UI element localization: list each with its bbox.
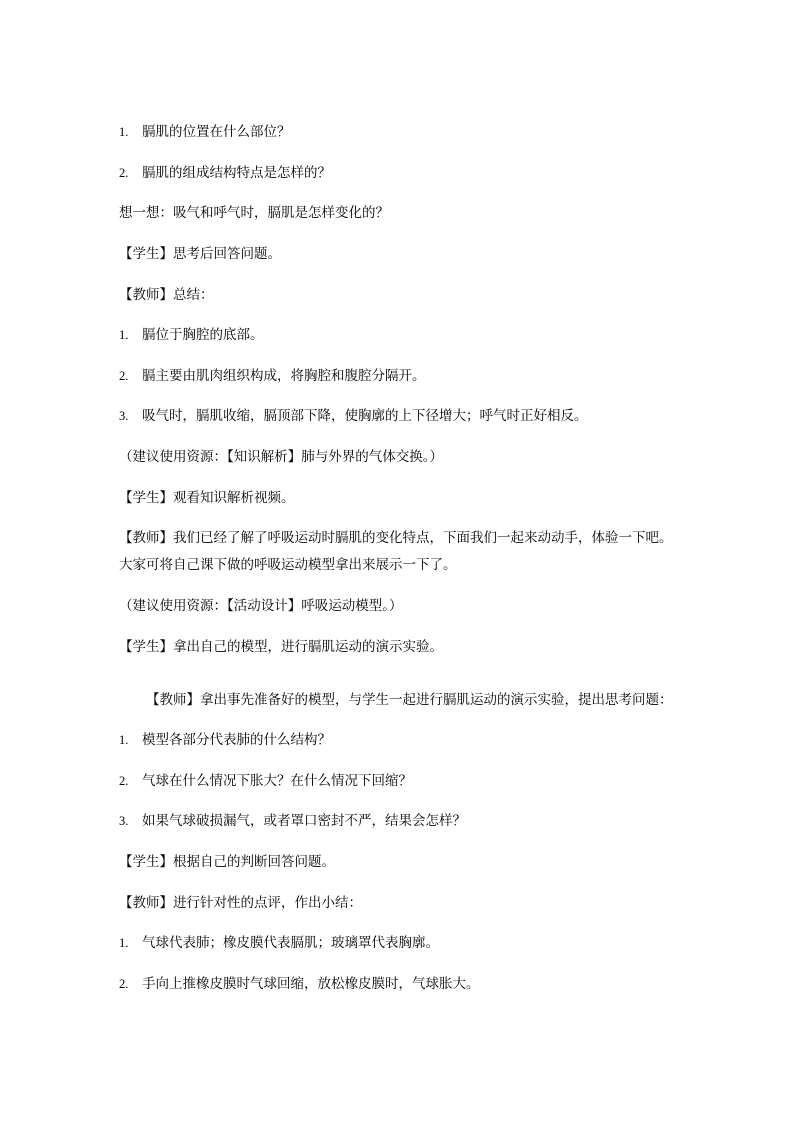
think-prompt <box>119 202 679 224</box>
resource-suggestion-2 <box>119 595 679 617</box>
line-text: 【教师】进行针对性的点评，作出小结： <box>119 895 362 911</box>
line-text: 膈主要由肌肉组织构成，将胸腔和腹腔分隔开。 <box>142 368 426 384</box>
line-text: 【学生】拿出自己的模型，进行膈肌运动的演示实验。 <box>119 639 443 655</box>
line-text: 气球在什么情况下胀大？在什么情况下回缩？ <box>142 773 412 789</box>
list-number: 1. <box>119 936 129 950</box>
line-text: 【教师】拿出事先准备好的模型，与学生一起进行膈肌运动的演示实验，提出思考问题： <box>146 692 673 708</box>
teacher-paragraph <box>119 525 681 579</box>
conclusion-item-1 <box>119 932 679 954</box>
line-text: 膈位于胸腔的底部。 <box>142 327 264 343</box>
list-number: 2. <box>119 369 129 383</box>
line-text: 【教师】总结： <box>119 287 214 303</box>
student-line <box>119 636 679 658</box>
teacher-demo-paragraph <box>146 689 686 711</box>
question-item-1 <box>119 729 679 751</box>
line-text: （建议使用资源：【活动设计】呼吸运动模型。） <box>119 598 403 614</box>
line-text: （建议使用资源：【知识解析】肺与外界的气体交换。） <box>119 449 443 465</box>
line-text: 气球代表肺；橡皮膜代表膈肌；玻璃罩代表胸廓。 <box>142 935 439 951</box>
list-number: 3. <box>119 814 129 828</box>
teacher-summary-heading <box>119 284 679 306</box>
line-text: 想一想：吸气和呼气时，膈肌是怎样变化的？ <box>119 205 389 221</box>
line-text: 【学生】观看知识解析视频。 <box>119 490 295 506</box>
resource-suggestion-1 <box>119 446 679 468</box>
student-line <box>119 487 679 509</box>
list-number: 1. <box>119 733 129 747</box>
list-number: 1. <box>119 125 129 139</box>
conclusion-item-2 <box>119 973 679 995</box>
teacher-conclusion-heading <box>119 892 679 914</box>
list-number: 2. <box>119 166 129 180</box>
student-line <box>119 243 679 265</box>
line-text: 膈肌的位置在什么部位？ <box>142 124 291 140</box>
line-text: 如果气球破损漏气，或者罩口密封不严，结果会怎样？ <box>142 813 466 829</box>
student-line <box>119 851 679 873</box>
question-item-3 <box>119 810 679 832</box>
list-number: 2. <box>119 774 129 788</box>
question-1 <box>119 121 679 143</box>
line-text: 【教师】我们已经了解了呼吸运动时膈肌的变化特点，下面我们一起来动动手，体验一下吧。大家可将自己课下做的呼吸运动模型拿出来展示一下了。 <box>119 530 673 573</box>
line-text: 手向上推橡皮膜时气球回缩，放松橡皮膜时，气球胀大。 <box>142 976 480 992</box>
line-text: 膈肌的组成结构特点是怎样的？ <box>142 165 331 181</box>
summary-item-3 <box>119 405 679 427</box>
list-number: 3. <box>119 409 129 423</box>
summary-item-1 <box>119 324 679 346</box>
list-number: 2. <box>119 977 129 991</box>
question-2 <box>119 162 679 184</box>
line-text: 吸气时，膈肌收缩，膈顶部下降，使胸廓的上下径增大；呼气时正好相反。 <box>142 408 588 424</box>
line-text: 【学生】根据自己的判断回答问题。 <box>119 854 335 870</box>
list-number: 1. <box>119 328 129 342</box>
line-text: 模型各部分代表肺的什么结构？ <box>142 732 331 748</box>
question-item-2 <box>119 770 679 792</box>
summary-item-2 <box>119 365 679 387</box>
line-text: 【学生】思考后回答问题。 <box>119 246 281 262</box>
